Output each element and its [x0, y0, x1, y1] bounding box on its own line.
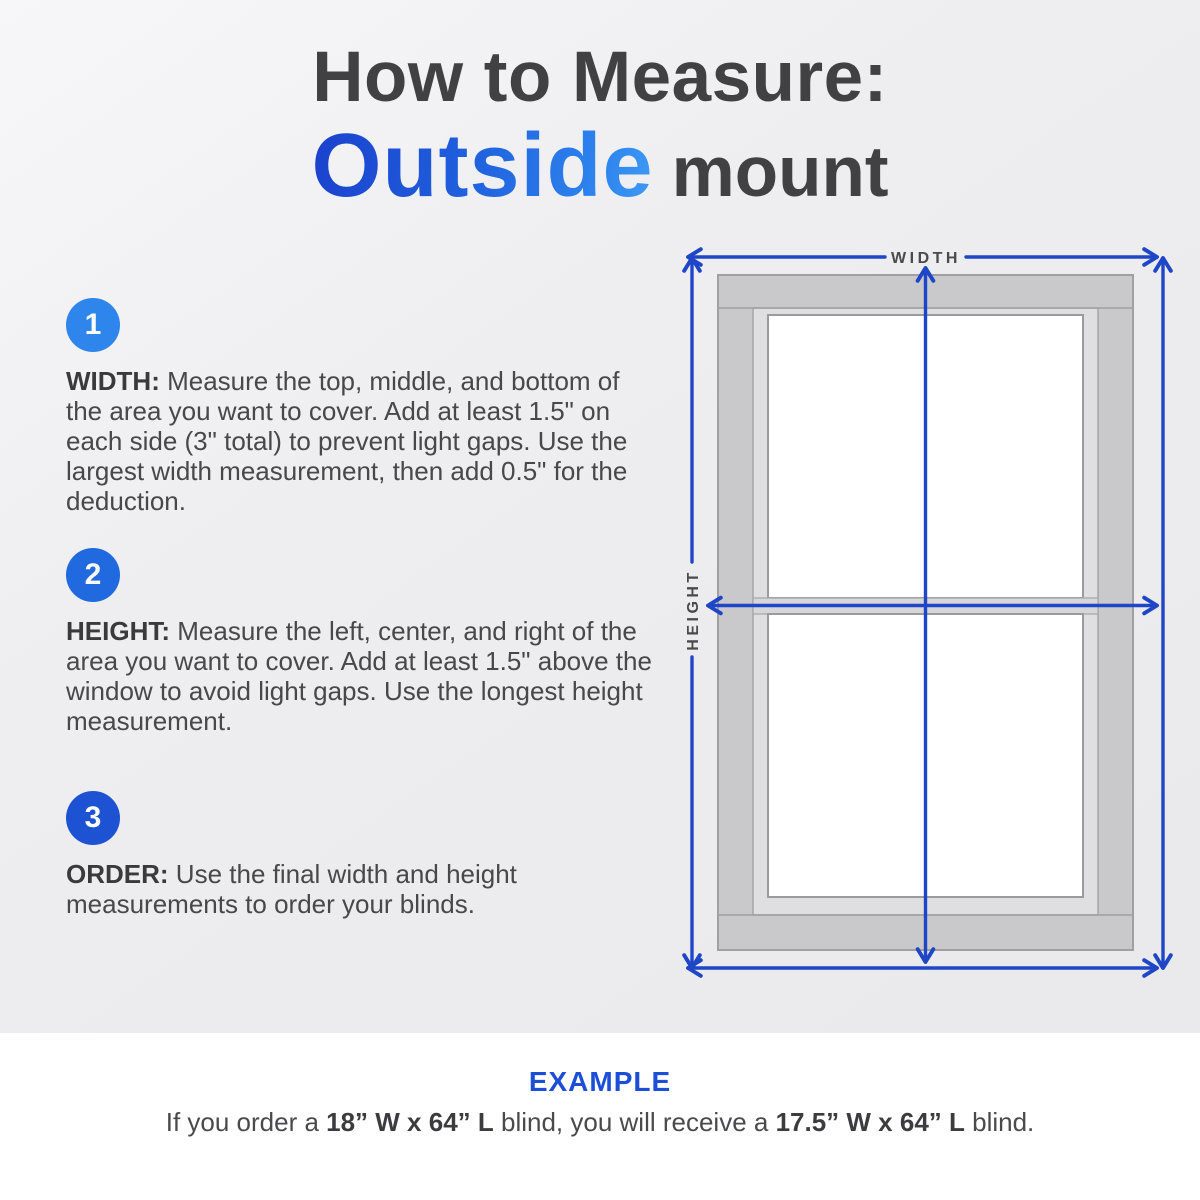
step-2-number-badge [66, 548, 120, 602]
step-order [64, 791, 652, 919]
example-sentence [0, 1107, 1200, 1138]
window-measurement-diagram [670, 220, 1190, 1010]
step-3-text [66, 859, 652, 919]
step-height [64, 548, 652, 736]
step-2-body: Measure the left, center, and right of the area you want to cover. Add at least 1.5" above the window to avoid light gaps. Use the longest height measurement. [66, 616, 652, 736]
step-3-label: ORDER: [66, 859, 169, 889]
title-highlight-outside: Outside [311, 116, 654, 216]
example-middle: blind, you will receive a [493, 1107, 776, 1137]
title-line1: How to Measure: [312, 38, 888, 117]
example-prefix: If you order a [165, 1107, 327, 1137]
title-suffix-mount: mount [671, 133, 889, 212]
step-3-number: 3 [84, 801, 102, 834]
step-2-text [66, 616, 652, 736]
page-title [0, 38, 1200, 216]
step-2-number: 2 [84, 558, 102, 591]
example-section [0, 1066, 1200, 1138]
step-1-text [66, 366, 652, 516]
step-2-label: HEIGHT: [66, 616, 170, 646]
step-3-body: Use the final width and height measurements to order your blinds. [66, 859, 517, 919]
step-3-number-badge [66, 791, 120, 845]
height-dimension-label: HEIGHT [685, 569, 702, 651]
step-1-number: 1 [84, 308, 102, 341]
example-received-size: 17.5” W x 64” L [775, 1107, 965, 1137]
step-1-number-badge [66, 298, 120, 352]
step-1-label: WIDTH: [66, 366, 160, 396]
example-heading: EXAMPLE [528, 1066, 672, 1097]
example-suffix: blind. [964, 1107, 1035, 1137]
title-line2 [0, 116, 1200, 216]
example-order-size: 18” W x 64” L [326, 1107, 494, 1137]
width-dimension-label: WIDTH [891, 250, 961, 267]
step-1-body: Measure the top, middle, and bottom of the area you want to cover. Add at least 1.5" on each side (3" total) to prevent light gaps. Use the largest width measurement, then add 0.5" for the deduction. [66, 366, 628, 516]
step-width [64, 298, 652, 516]
